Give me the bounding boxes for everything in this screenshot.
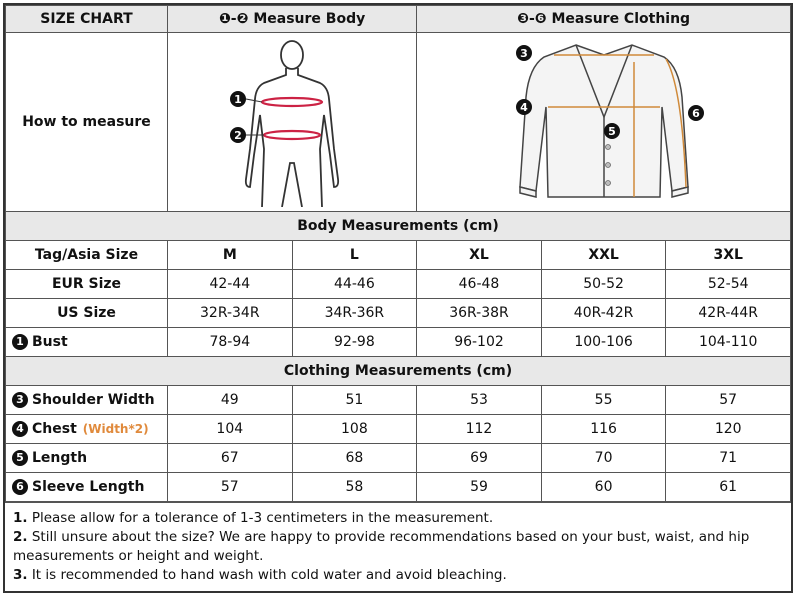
size-cell: XXL — [541, 241, 666, 270]
us-cell: 42R-44R — [666, 299, 791, 328]
chest-cell: 120 — [666, 415, 791, 444]
length-label-cell — [6, 444, 168, 473]
bust-number: 1 — [12, 334, 28, 350]
chest-cell: 116 — [541, 415, 666, 444]
size-cell: XL — [417, 241, 542, 270]
chest-cell: 104 — [168, 415, 293, 444]
eur-cell: 50-52 — [541, 270, 666, 299]
length-cell: 69 — [417, 444, 542, 473]
size-cell: 3XL — [666, 241, 791, 270]
body-title: ❶-❷ Measure Body — [168, 6, 417, 33]
shoulder-cell: 53 — [417, 386, 542, 415]
note-text: Still unsure about the size? We are happy to provide recommendations based on your bust, waist, and hip measurements or height and weight. — [13, 529, 750, 564]
us-cell: 36R-38R — [417, 299, 542, 328]
bust-label-cell — [6, 328, 168, 357]
bust-row — [6, 328, 791, 357]
size-table — [5, 5, 791, 502]
eur-cell: 46-48 — [417, 270, 542, 299]
length-row — [6, 444, 791, 473]
sleeve-cell: 60 — [541, 473, 666, 502]
sleeve-cell: 61 — [666, 473, 791, 502]
note-number: 1. — [13, 510, 28, 526]
shoulder-row — [6, 386, 791, 415]
length-cell: 70 — [541, 444, 666, 473]
sleeve-row — [6, 473, 791, 502]
shoulder-cell: 51 — [292, 386, 417, 415]
body-figure — [212, 37, 372, 207]
marker-5: 5 — [607, 125, 616, 138]
clothing-figure — [484, 37, 724, 207]
shoulder-cell: 57 — [666, 386, 791, 415]
header-row — [6, 6, 791, 33]
marker-2: 2 — [234, 129, 242, 142]
bust-label: Bust — [32, 334, 68, 350]
note-text: It is recommended to hand wash with cold water and avoid bleaching. — [31, 567, 507, 583]
image-row — [6, 33, 791, 212]
shoulder-cell: 55 — [541, 386, 666, 415]
sleeve-number: 6 — [12, 479, 28, 495]
bust-cell: 100-106 — [541, 328, 666, 357]
shoulder-cell: 49 — [168, 386, 293, 415]
marker-6: 6 — [691, 107, 700, 120]
length-label: Length — [32, 450, 88, 466]
bust-cell: 96-102 — [417, 328, 542, 357]
size-label: Tag/Asia Size — [6, 241, 168, 270]
body-figure-cell — [168, 33, 417, 212]
sleeve-cell: 58 — [292, 473, 417, 502]
eur-cell: 42-44 — [168, 270, 293, 299]
eur-row — [6, 270, 791, 299]
chest-label: Chest — [32, 421, 77, 437]
marker-1: 1 — [234, 93, 242, 106]
length-cell: 68 — [292, 444, 417, 473]
body-section-title: Body Measurements (cm) — [6, 212, 791, 241]
shoulder-label: Shoulder Width — [32, 392, 155, 408]
note-item — [13, 566, 783, 585]
bust-cell: 92-98 — [292, 328, 417, 357]
length-cell: 67 — [168, 444, 293, 473]
note-number: 2. — [13, 529, 28, 545]
chest-note: (Width*2) — [82, 422, 149, 436]
chest-row — [6, 415, 791, 444]
bust-cell: 104-110 — [666, 328, 791, 357]
clothing-title: ❸-❻ Measure Clothing — [417, 6, 791, 33]
sleeve-cell: 57 — [168, 473, 293, 502]
sleeve-cell: 59 — [417, 473, 542, 502]
note-item — [13, 528, 783, 566]
clothing-section-title: Clothing Measurements (cm) — [6, 357, 791, 386]
note-number: 3. — [13, 567, 28, 583]
sleeve-label-cell — [6, 473, 168, 502]
chest-cell: 108 — [292, 415, 417, 444]
body-section-row — [6, 212, 791, 241]
us-cell: 40R-42R — [541, 299, 666, 328]
shoulder-label-cell — [6, 386, 168, 415]
us-cell: 32R-34R — [168, 299, 293, 328]
shoulder-number: 3 — [12, 392, 28, 408]
us-cell: 34R-36R — [292, 299, 417, 328]
marker-3: 3 — [519, 47, 528, 60]
clothing-section-row — [6, 357, 791, 386]
size-cell: M — [168, 241, 293, 270]
clothing-figure-cell — [417, 33, 791, 212]
size-cell: L — [292, 241, 417, 270]
length-number: 5 — [12, 450, 28, 466]
size-row — [6, 241, 791, 270]
chest-number: 4 — [12, 421, 28, 437]
length-cell: 71 — [666, 444, 791, 473]
sleeve-label: Sleeve Length — [32, 479, 145, 495]
bust-cell: 78-94 — [168, 328, 293, 357]
note-item — [13, 509, 783, 528]
size-chart — [3, 3, 793, 593]
notes — [5, 502, 791, 591]
marker-icon — [230, 91, 246, 143]
chest-label-cell — [6, 415, 168, 444]
how-to-measure-label: How to measure — [6, 33, 168, 212]
chart-title: SIZE CHART — [6, 6, 168, 33]
us-label: US Size — [6, 299, 168, 328]
note-text: Please allow for a tolerance of 1-3 centimeters in the measurement. — [31, 510, 494, 526]
marker-4: 4 — [519, 101, 528, 114]
us-row — [6, 299, 791, 328]
eur-cell: 52-54 — [666, 270, 791, 299]
eur-cell: 44-46 — [292, 270, 417, 299]
chest-cell: 112 — [417, 415, 542, 444]
eur-label: EUR Size — [6, 270, 168, 299]
